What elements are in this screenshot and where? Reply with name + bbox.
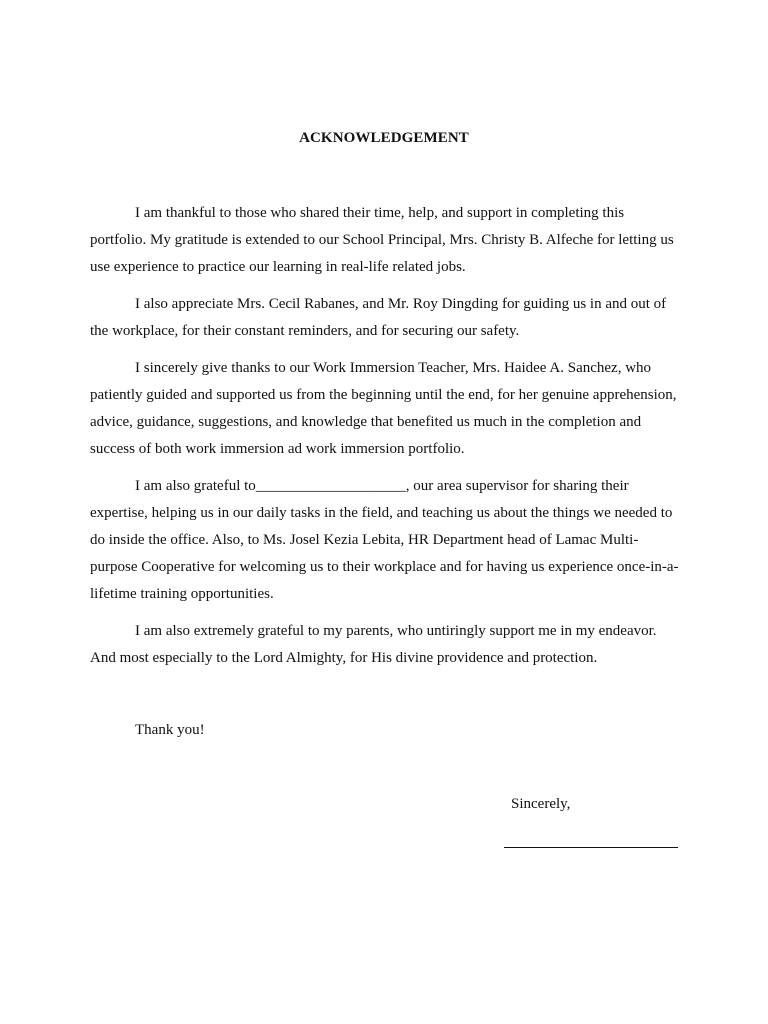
paragraph-thanks-teacher: I sincerely give thanks to our Work Immersion Teacher, Mrs. Haidee A. Sanchez, who patiently guided and supported us from the beginning until the end, for her genuine apprehension, advice, guidance, suggestions, and knowledge that benefited us much in the completion and success of both work immersion ad work immersion portfolio. <box>90 360 677 457</box>
paragraph-appreciation-staff: I also appreciate Mrs. Cecil Rabanes, and Mr. Roy Dingding for guiding us in and out of the workplace, for their constant reminders, and for securing our safety. <box>90 296 667 339</box>
document-body <box>90 200 682 682</box>
document-title: ACKNOWLEDGEMENT <box>299 130 469 146</box>
closing-sincerely: Sincerely, <box>511 796 571 812</box>
paragraph-thanks-parents: I am also extremely grateful to my parents, who untiringly support me in my endeavor. And most especially to the Lord Almighty, for His divine providence and protection. <box>90 623 657 666</box>
paragraph-thanks-principal: I am thankful to those who shared their time, help, and support in completing this portfolio. My gratitude is extended to our School Principal, Mrs. Christy B. Alfeche for letting us use experience to practice our learning in real-life related jobs. <box>90 205 674 275</box>
signature-line <box>504 847 678 848</box>
thank-you-line: Thank you! <box>135 722 205 738</box>
paragraph-thanks-supervisor: I am also grateful to____________________, our area supervisor for sharing their expertise, helping us in our daily tasks in the field, and teaching us about the things we needed to do inside the office. Also, to Ms. Josel Kezia Lebita, HR Department head of Lamac Multi-purpose Cooperative for welcoming us to their workplace and for having us experience once-in-a-lifetime training opportunities. <box>90 478 679 602</box>
